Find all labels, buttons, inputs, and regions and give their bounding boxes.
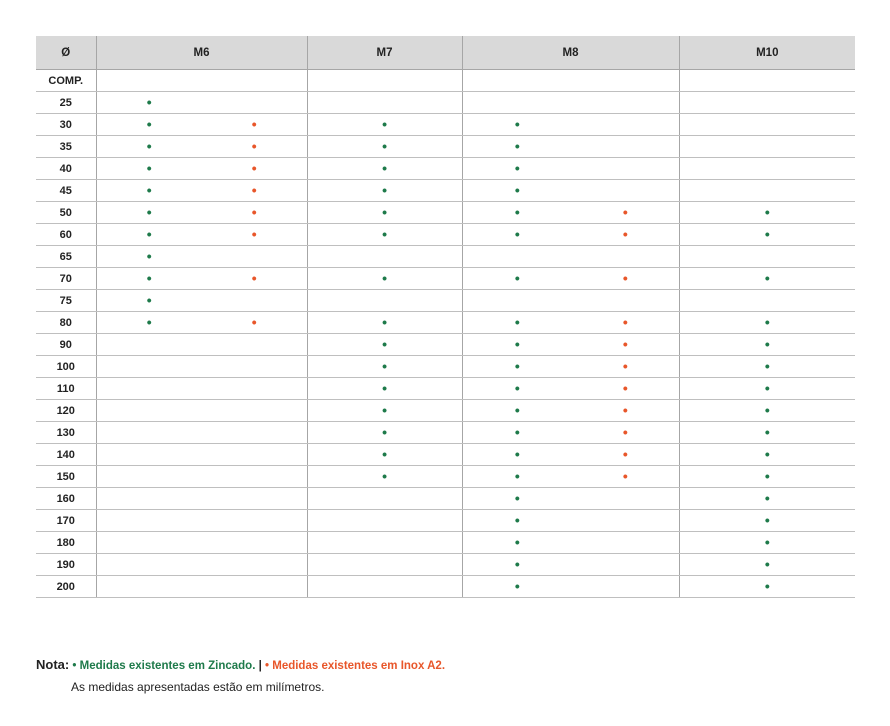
mark-cell [462, 224, 572, 246]
zincado-dot: • [764, 512, 770, 528]
mark-cell [307, 202, 462, 224]
mark-cell [202, 246, 307, 268]
table-row [36, 92, 855, 114]
mark-cell [202, 576, 307, 598]
zincado-dot: • [382, 182, 387, 198]
table-row [36, 554, 855, 576]
mark-cell [307, 444, 462, 466]
length-header: COMP. [36, 70, 96, 92]
mark-cell [679, 576, 855, 598]
mark-cell [202, 356, 307, 378]
zincado-dot: • [146, 226, 152, 242]
mark-cell [307, 510, 462, 532]
zincado-dot: • [146, 270, 152, 286]
table-row [36, 488, 855, 510]
length-cell: 140 [36, 444, 96, 466]
table-row [36, 312, 855, 334]
zincado-dot: • [764, 226, 770, 242]
mark-cell [572, 422, 679, 444]
length-cell: 30 [36, 114, 96, 136]
table-row [36, 224, 855, 246]
mark-cell [462, 312, 572, 334]
mark-cell [679, 268, 855, 290]
table-row [36, 158, 855, 180]
inox-dot: • [622, 314, 628, 330]
table-row [36, 180, 855, 202]
col-header-m6: M6 [96, 36, 307, 70]
mark-cell [307, 224, 462, 246]
mark-cell [572, 158, 679, 180]
col-header-m8: M8 [462, 36, 679, 70]
inox-dot: • [622, 402, 628, 418]
mark-cell [679, 158, 855, 180]
zincado-dot: • [514, 160, 520, 176]
table-row [36, 246, 855, 268]
length-cell: 200 [36, 576, 96, 598]
mark-cell [202, 422, 307, 444]
mark-cell [679, 224, 855, 246]
table-row [36, 378, 855, 400]
mark-cell [202, 510, 307, 532]
mark-cell [202, 114, 307, 136]
mark-cell [307, 356, 462, 378]
length-cell: 35 [36, 136, 96, 158]
zincado-dot: • [514, 182, 520, 198]
mark-cell [96, 378, 202, 400]
mark-cell [96, 114, 202, 136]
inox-dot: • [251, 182, 257, 198]
mark-cell [462, 466, 572, 488]
zincado-dot: • [764, 402, 770, 418]
zincado-dot: • [764, 556, 770, 572]
mark-cell [307, 422, 462, 444]
mark-cell [462, 158, 572, 180]
mark-cell [96, 180, 202, 202]
mark-cell [572, 224, 679, 246]
mark-cell [307, 466, 462, 488]
table-row [36, 532, 855, 554]
zincado-dot: • [382, 358, 387, 374]
zincado-dot: • [764, 380, 770, 396]
inox-legend: • Medidas existentes em Inox A2. [265, 660, 446, 672]
mark-cell [307, 334, 462, 356]
mark-cell [679, 532, 855, 554]
zincado-dot: • [382, 226, 387, 242]
mark-cell [679, 114, 855, 136]
zincado-dot: • [514, 358, 520, 374]
mark-cell [307, 158, 462, 180]
inox-dot: • [622, 424, 628, 440]
mark-cell [679, 400, 855, 422]
mark-cell [202, 444, 307, 466]
mark-cell [462, 246, 572, 268]
mark-cell [96, 422, 202, 444]
mark-cell [572, 290, 679, 312]
zincado-dot: • [382, 468, 387, 484]
zincado-dot: • [382, 380, 387, 396]
mark-cell [462, 114, 572, 136]
mark-cell [307, 554, 462, 576]
mark-cell [462, 180, 572, 202]
mark-cell [96, 400, 202, 422]
mark-cell [462, 92, 572, 114]
mark-cell [462, 334, 572, 356]
zincado-dot: • [514, 226, 520, 242]
zincado-dot: • [382, 204, 387, 220]
mark-cell [572, 510, 679, 532]
zincado-dot: • [382, 314, 387, 330]
inox-dot: • [251, 270, 257, 286]
zincado-dot: • [514, 578, 520, 594]
length-cell: 110 [36, 378, 96, 400]
length-cell: 150 [36, 466, 96, 488]
length-cell: 170 [36, 510, 96, 532]
note-label: Nota: [36, 657, 70, 672]
mark-cell [462, 422, 572, 444]
mark-cell [462, 202, 572, 224]
table-row [36, 466, 855, 488]
zincado-dot: • [764, 534, 770, 550]
mark-cell [572, 532, 679, 554]
zincado-dot: • [514, 556, 520, 572]
table-row [36, 400, 855, 422]
length-cell: 60 [36, 224, 96, 246]
mark-cell [96, 576, 202, 598]
zincado-dot: • [146, 182, 152, 198]
inox-dot: • [622, 358, 628, 374]
table-row [36, 114, 855, 136]
mark-cell [96, 334, 202, 356]
mark-cell [462, 576, 572, 598]
mark-cell [572, 356, 679, 378]
zincado-dot: • [514, 446, 520, 462]
mark-cell [462, 554, 572, 576]
legend-note [36, 657, 445, 672]
length-cell: 45 [36, 180, 96, 202]
mark-cell [96, 510, 202, 532]
mark-cell [572, 400, 679, 422]
mark-cell [307, 246, 462, 268]
zincado-dot: • [382, 336, 387, 352]
zincado-dot: • [764, 468, 770, 484]
mark-cell [679, 136, 855, 158]
length-cell: 160 [36, 488, 96, 510]
mark-cell [572, 444, 679, 466]
mark-cell [679, 554, 855, 576]
mark-cell [202, 158, 307, 180]
mark-cell [462, 488, 572, 510]
zincado-dot: • [764, 446, 770, 462]
zincado-dot: • [764, 578, 770, 594]
mark-cell [96, 268, 202, 290]
table-row [36, 202, 855, 224]
mark-cell [572, 268, 679, 290]
length-cell: 130 [36, 422, 96, 444]
mark-cell [679, 510, 855, 532]
col-header-m10: M10 [679, 36, 855, 70]
mark-cell [202, 202, 307, 224]
mark-cell [96, 356, 202, 378]
mark-cell [462, 510, 572, 532]
zincado-dot: • [382, 116, 387, 132]
inox-dot: • [622, 380, 628, 396]
mark-cell [96, 92, 202, 114]
mark-cell [679, 246, 855, 268]
length-cell: 75 [36, 290, 96, 312]
zincado-dot: • [514, 402, 520, 418]
mark-cell [462, 378, 572, 400]
mark-cell [202, 532, 307, 554]
mark-cell [202, 466, 307, 488]
zincado-dot: • [514, 314, 520, 330]
zincado-dot: • [514, 270, 520, 286]
table-row [36, 290, 855, 312]
empty-cell [96, 70, 307, 92]
zincado-dot: • [514, 512, 520, 528]
mark-cell [202, 378, 307, 400]
mark-cell [307, 400, 462, 422]
length-cell: 80 [36, 312, 96, 334]
zincado-dot: • [764, 204, 770, 220]
mark-cell [307, 268, 462, 290]
zincado-dot: • [514, 468, 520, 484]
length-cell: 50 [36, 202, 96, 224]
length-cell: 100 [36, 356, 96, 378]
inox-dot: • [251, 204, 257, 220]
mark-cell [679, 334, 855, 356]
mark-cell [96, 202, 202, 224]
table-row [36, 576, 855, 598]
mark-cell [572, 114, 679, 136]
empty-cell [462, 70, 679, 92]
mark-cell [679, 290, 855, 312]
zincado-legend: • Medidas existentes em Zincado. [72, 660, 256, 672]
mark-cell [96, 290, 202, 312]
empty-cell [307, 70, 462, 92]
length-cell: 25 [36, 92, 96, 114]
mark-cell [679, 92, 855, 114]
mark-cell [202, 312, 307, 334]
mark-cell [679, 312, 855, 334]
zincado-dot: • [382, 160, 387, 176]
mark-cell [307, 576, 462, 598]
inox-dot: • [622, 336, 628, 352]
mark-cell [679, 488, 855, 510]
inox-dot: • [251, 226, 257, 242]
mark-cell [307, 532, 462, 554]
col-header-m7: M7 [307, 36, 462, 70]
mark-cell [96, 554, 202, 576]
length-cell: 190 [36, 554, 96, 576]
length-cell: 120 [36, 400, 96, 422]
zincado-dot: • [514, 380, 520, 396]
mark-cell [307, 488, 462, 510]
mark-cell [307, 290, 462, 312]
mark-cell [202, 92, 307, 114]
mark-cell [307, 378, 462, 400]
header-row [36, 36, 855, 70]
mark-cell [96, 224, 202, 246]
inox-dot: • [622, 270, 628, 286]
mark-cell [572, 466, 679, 488]
table-row [36, 444, 855, 466]
mark-cell [96, 158, 202, 180]
mark-cell [462, 400, 572, 422]
mark-cell [96, 444, 202, 466]
mark-cell [679, 422, 855, 444]
table-row [36, 422, 855, 444]
table-row [36, 136, 855, 158]
mark-cell [202, 268, 307, 290]
mark-cell [202, 400, 307, 422]
zincado-dot: • [514, 534, 520, 550]
mark-cell [679, 356, 855, 378]
zincado-dot: • [146, 204, 152, 220]
zincado-dot: • [146, 248, 152, 264]
zincado-dot: • [382, 446, 387, 462]
mark-cell [96, 466, 202, 488]
units-note: As medidas apresentadas estão em milímetros. [71, 680, 325, 694]
mark-cell [202, 136, 307, 158]
zincado-dot: • [764, 314, 770, 330]
mark-cell [572, 334, 679, 356]
mark-cell [96, 312, 202, 334]
inox-dot: • [251, 314, 257, 330]
mark-cell [679, 180, 855, 202]
zincado-dot: • [382, 138, 387, 154]
zincado-dot: • [382, 270, 387, 286]
mark-cell [462, 356, 572, 378]
zincado-dot: • [514, 138, 520, 154]
mark-cell [96, 532, 202, 554]
zincado-dot: • [514, 424, 520, 440]
zincado-dot: • [146, 116, 152, 132]
table-row [36, 356, 855, 378]
mark-cell [202, 488, 307, 510]
zincado-dot: • [764, 270, 770, 286]
zincado-dot: • [146, 314, 152, 330]
mark-cell [572, 202, 679, 224]
mark-cell [96, 136, 202, 158]
mark-cell [307, 136, 462, 158]
zincado-dot: • [146, 292, 152, 308]
zincado-dot: • [146, 138, 152, 154]
empty-cell [679, 70, 855, 92]
inox-dot: • [251, 116, 257, 132]
mark-cell [96, 488, 202, 510]
length-cell: 65 [36, 246, 96, 268]
mark-cell [572, 92, 679, 114]
inox-dot: • [622, 446, 628, 462]
inox-dot: • [251, 138, 257, 154]
mark-cell [307, 312, 462, 334]
zincado-dot: • [514, 116, 520, 132]
mark-cell [679, 466, 855, 488]
zincado-dot: • [514, 204, 520, 220]
mark-cell [202, 180, 307, 202]
mark-cell [462, 532, 572, 554]
mark-cell [202, 224, 307, 246]
mark-cell [462, 444, 572, 466]
length-cell: 90 [36, 334, 96, 356]
mark-cell [572, 246, 679, 268]
inox-dot: • [622, 226, 628, 242]
table-row [36, 334, 855, 356]
mark-cell [307, 114, 462, 136]
mark-cell [679, 444, 855, 466]
mark-cell [202, 554, 307, 576]
zincado-dot: • [382, 424, 387, 440]
length-cell: 70 [36, 268, 96, 290]
mark-cell [572, 554, 679, 576]
legend-separator: | [255, 660, 266, 672]
zincado-dot: • [146, 94, 152, 110]
mark-cell [679, 378, 855, 400]
zincado-dot: • [514, 336, 520, 352]
inox-dot: • [622, 204, 628, 220]
zincado-dot: • [764, 424, 770, 440]
mark-cell [572, 312, 679, 334]
mark-cell [202, 334, 307, 356]
length-cell: 180 [36, 532, 96, 554]
mark-cell [572, 576, 679, 598]
zincado-dot: • [764, 336, 770, 352]
mark-cell [572, 180, 679, 202]
mark-cell [572, 136, 679, 158]
table-row [36, 268, 855, 290]
mark-cell [462, 290, 572, 312]
zincado-dot: • [764, 358, 770, 374]
mark-cell [202, 290, 307, 312]
mark-cell [462, 268, 572, 290]
mark-cell [307, 180, 462, 202]
inox-dot: • [622, 468, 628, 484]
sizes-table [36, 36, 855, 598]
zincado-dot: • [764, 490, 770, 506]
zincado-dot: • [514, 490, 520, 506]
mark-cell [462, 136, 572, 158]
mark-cell [572, 488, 679, 510]
length-label-row [36, 70, 855, 92]
zincado-dot: • [146, 160, 152, 176]
mark-cell [679, 202, 855, 224]
table-row [36, 510, 855, 532]
mark-cell [572, 378, 679, 400]
inox-dot: • [251, 160, 257, 176]
length-cell: 40 [36, 158, 96, 180]
zincado-dot: • [382, 402, 387, 418]
diameter-header: Ø [36, 36, 96, 70]
mark-cell [96, 246, 202, 268]
mark-cell [307, 92, 462, 114]
